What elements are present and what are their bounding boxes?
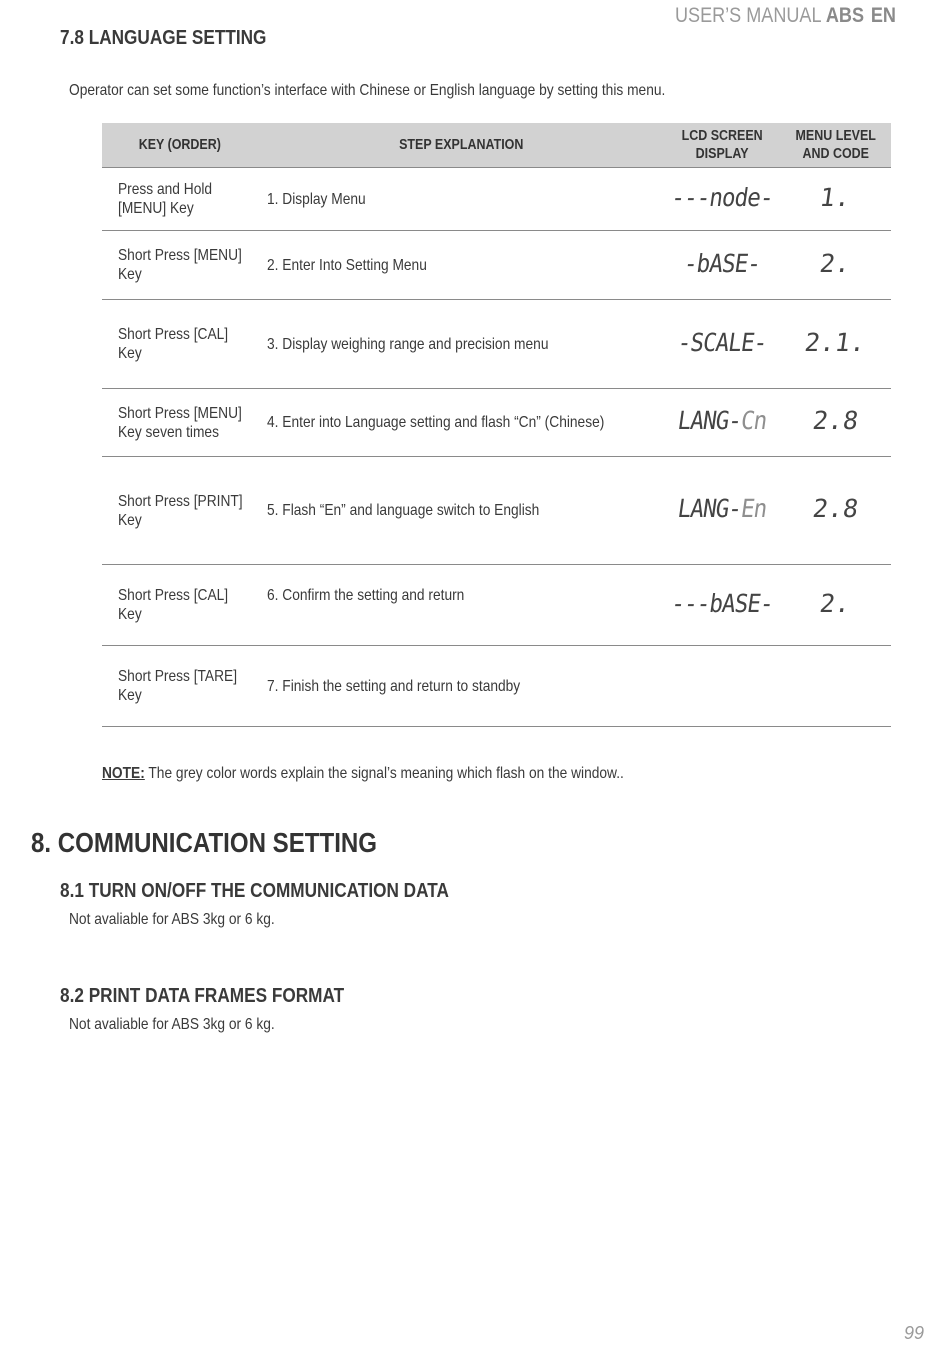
- step-cell: 1. Display Menu: [257, 168, 665, 231]
- menu-code-cell: 2.: [780, 231, 891, 300]
- note-text: The grey color words explain the signal’s meaning which flash on the window..: [144, 765, 624, 782]
- key-cell: Short Press [MENU] Key: [102, 231, 257, 300]
- section-8-2-text: Not avaliable for ABS 3kg or 6 kg.: [69, 1016, 275, 1033]
- lcd-display-cell: ---node-: [665, 168, 780, 231]
- key-cell: Short Press [PRINT] Key: [102, 457, 257, 565]
- note-paragraph: [102, 765, 709, 783]
- header-manual-text: USER’S MANUAL: [675, 4, 821, 27]
- table-row: [102, 300, 891, 389]
- step-cell: 6. Confirm the setting and return: [257, 565, 665, 646]
- lcd-display-cell: -bASE-: [665, 231, 780, 300]
- column-header-menu-level: MENU LEVEL AND CODE: [780, 123, 891, 168]
- section-8-1-text: Not avaliable for ABS 3kg or 6 kg.: [69, 911, 275, 928]
- key-cell: Press and Hold [MENU] Key: [102, 168, 257, 231]
- table-row: [102, 565, 891, 646]
- table-row: [102, 231, 891, 300]
- lcd-display-cell: LANG-En: [665, 457, 780, 565]
- step-cell: 7. Finish the setting and return to standby: [257, 646, 665, 727]
- step-cell: 3. Display weighing range and precision menu: [257, 300, 665, 389]
- note-label: NOTE:: [102, 765, 145, 782]
- page-number: 99: [903, 1323, 924, 1343]
- table-row: [102, 389, 891, 457]
- key-cell: Short Press [CAL] Key: [102, 565, 257, 646]
- table-row: [102, 457, 891, 565]
- key-cell: Short Press [TARE] Key: [102, 646, 257, 727]
- table-row: [102, 168, 891, 231]
- menu-code-cell: 2.1.: [780, 300, 891, 389]
- step-cell: 5. Flash “En” and language switch to English: [257, 457, 665, 565]
- key-cell: Short Press [CAL] Key: [102, 300, 257, 389]
- header-model: ABS: [825, 4, 865, 27]
- menu-code-cell: 2.8: [780, 389, 891, 457]
- header-language: EN: [870, 4, 897, 27]
- section-8-2-title: 8.2 PRINT DATA FRAMES FORMAT: [60, 985, 345, 1007]
- column-header-lcd: LCD SCREEN DISPLAY: [665, 123, 780, 168]
- menu-code-cell: 1.: [780, 168, 891, 231]
- running-header: [657, 4, 914, 28]
- column-header-step: STEP EXPLANATION: [257, 123, 665, 168]
- table-row: [102, 646, 891, 727]
- key-cell: Short Press [MENU] Key seven times: [102, 389, 257, 457]
- lcd-display-cell: -SCALE-: [665, 300, 780, 389]
- language-setting-table: [102, 123, 891, 727]
- section-8-1-title: 8.1 TURN ON/OFF THE COMMUNICATION DATA: [60, 880, 449, 902]
- step-cell: 2. Enter Into Setting Menu: [257, 231, 665, 300]
- menu-code-cell: 2.: [780, 565, 891, 646]
- lcd-display-cell: ---bASE-: [665, 565, 780, 646]
- menu-code-cell: 2.8: [780, 457, 891, 565]
- section-8-title: 8. COMMUNICATION SETTING: [31, 827, 378, 858]
- column-header-key: KEY (ORDER): [102, 123, 257, 168]
- section-7-8-intro: Operator can set some function’s interface with Chinese or English language by setting this menu.: [69, 82, 666, 99]
- menu-code-cell: [780, 646, 891, 727]
- lcd-display-cell: LANG-Cn: [665, 389, 780, 457]
- table-header-row: [102, 123, 891, 168]
- lcd-display-cell: [665, 646, 780, 727]
- section-7-8-title: 7.8 LANGUAGE SETTING: [60, 27, 267, 49]
- step-cell: 4. Enter into Language setting and flash “Cn” (Chinese): [257, 389, 665, 457]
